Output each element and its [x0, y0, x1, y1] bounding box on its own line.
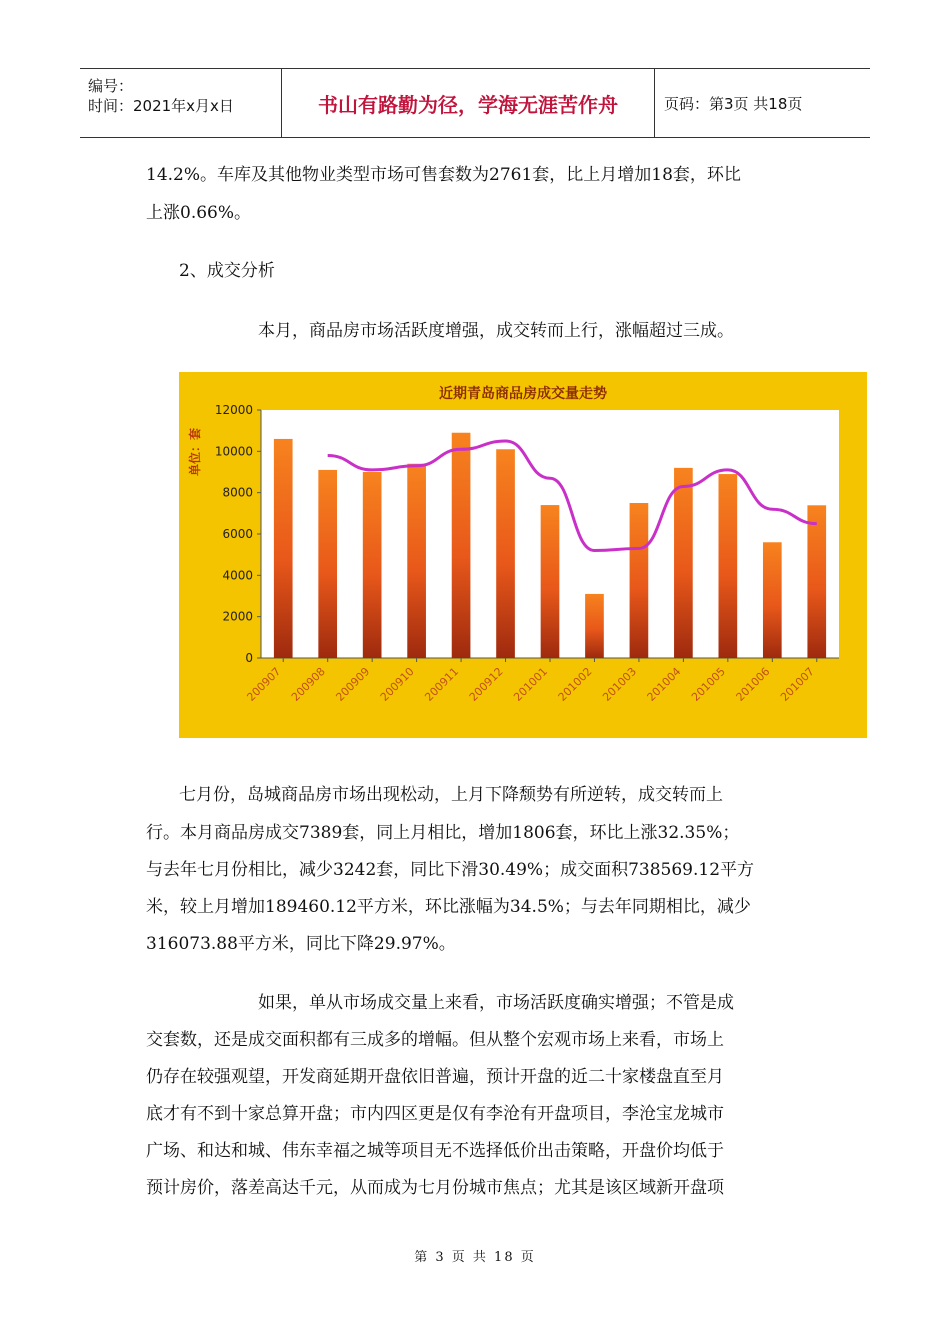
paragraph-line: 广场、和达和城、伟东幸福之城等项目无不选择低价出击策略，开盘价均低于	[146, 1141, 724, 1161]
bar	[496, 449, 515, 658]
x-tick-label: 201005	[689, 664, 728, 704]
bar	[407, 464, 426, 658]
x-tick-label: 201007	[777, 664, 817, 704]
paragraph-line: 上涨0.66%。	[146, 203, 252, 223]
header-page-number: 页码：第3页 共18页	[664, 94, 803, 113]
x-tick-label: 200910	[377, 664, 417, 704]
header-motto: 书山有路勤为径，学海无涯苦作舟	[281, 69, 655, 137]
paragraph-line: 仍存在较强观望，开发商延期开盘依旧普遍，预计开盘的近二十家楼盘直至月	[146, 1067, 724, 1087]
y-tick-label: 0	[245, 651, 253, 665]
bar	[719, 474, 738, 658]
bar	[318, 470, 337, 658]
bar	[807, 505, 826, 658]
bar	[363, 472, 382, 658]
x-tick-label: 201004	[644, 664, 684, 704]
paragraph-line: 预计房价，落差高达千元，从而成为七月份城市焦点；尤其是该区域新开盘项	[146, 1178, 724, 1198]
document-number-label: 编号：	[88, 77, 134, 95]
chart-title: 近期青岛商品房成交量走势	[439, 386, 607, 402]
paragraph-line: 与去年七月份相比，减少3242套，同比下滑30.49%；成交面积738569.12平方	[146, 860, 755, 880]
x-tick-label: 200908	[288, 664, 328, 704]
y-tick-label: 8000	[222, 485, 253, 500]
paragraph-line: 米，较上月增加189460.12平方米，环比涨幅为34.5%；与去年同期相比，减少	[146, 897, 751, 917]
bar	[274, 439, 293, 658]
paragraph-line: 如果，单从市场成交量上来看，市场活跃度确实增强；不管是成	[258, 993, 734, 1013]
page-header	[80, 68, 870, 138]
x-tick-label: 200912	[466, 664, 506, 704]
bar	[763, 542, 782, 658]
y-axis-label: 单位：套	[188, 427, 202, 477]
x-tick-label: 201006	[733, 664, 773, 704]
y-tick-label: 12000	[214, 403, 253, 417]
paragraph-line: 交套数，还是成交面积都有三成多的增幅。但从整个宏观市场上来看，市场上	[146, 1030, 724, 1050]
bar	[630, 503, 649, 658]
paragraph-line: 本月，商品房市场活跃度增强，成交转而上行，涨幅超过三成。	[258, 321, 734, 341]
y-tick-label: 10000	[214, 444, 253, 459]
x-tick-label: 201003	[600, 664, 640, 704]
bar	[452, 433, 471, 658]
paragraph-line: 316073.88平方米，同比下降29.97%。	[146, 934, 456, 954]
y-tick-label: 2000	[222, 609, 253, 624]
paragraph-line: 行。本月商品房成交7389套，同上月相比，增加1806套，环比上涨32.35%；	[146, 823, 740, 843]
document-date-label: 时间：2021年x月x日	[88, 97, 234, 115]
page-footer: 第 3 页 共 18 页	[414, 1250, 536, 1265]
transaction-volume-chart	[179, 372, 867, 738]
paragraph-line: 底才有不到十家总算开盘；市内四区更是仅有李沧有开盘项目，李沧宝龙城市	[146, 1104, 724, 1124]
bar	[541, 505, 560, 658]
x-tick-label: 201002	[555, 664, 595, 704]
paragraph-line: 14.2%。车库及其他物业类型市场可售套数为2761套，比上月增加18套，环比	[146, 165, 741, 185]
x-tick-label: 200907	[244, 664, 284, 704]
x-tick-label: 200909	[333, 664, 373, 704]
y-tick-label: 6000	[222, 527, 253, 541]
paragraph-line: 七月份，岛城商品房市场出现松动，上月下降颓势有所逆转，成交转而上	[179, 785, 723, 805]
bar	[674, 468, 693, 658]
bar	[585, 594, 604, 658]
x-tick-label: 201001	[511, 664, 551, 704]
y-tick-label: 4000	[222, 568, 253, 583]
section-heading: 2、成交分析	[179, 261, 275, 281]
x-tick-label: 200911	[422, 664, 462, 704]
header-info-cell	[80, 69, 280, 137]
